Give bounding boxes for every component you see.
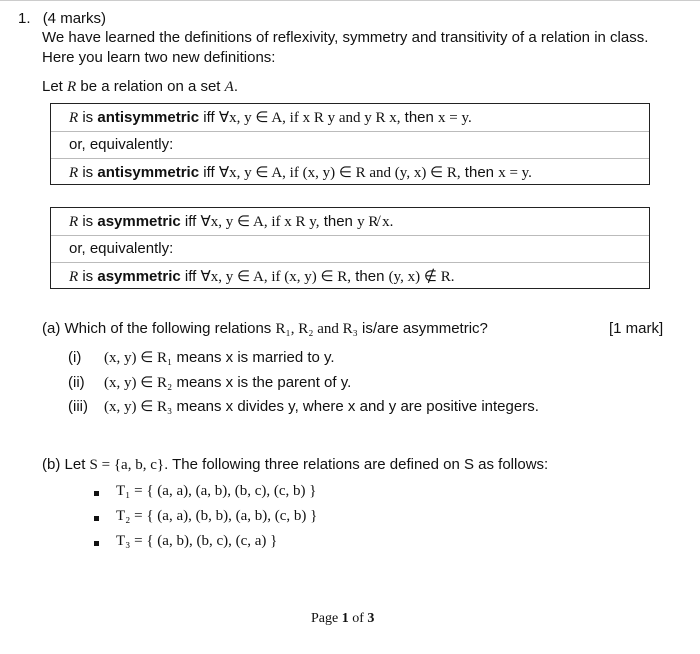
part-b-question: (b) Let S = {a, b, c}. The following three relations are defined on S as follows: — [42, 456, 549, 473]
page-footer: Page 1 of 3 — [311, 611, 375, 626]
antisymmetric-def-1: R is antisymmetric iff ∀x, y ∈ A, if x R y and y R x, then x = y. — [69, 109, 472, 126]
asymmetric-def-2: R is asymmetric iff ∀x, y ∈ A, if (x, y) ∈ R, then (y, x) ∉ R. — [51, 262, 649, 286]
antisymmetric-definition-box — [50, 103, 650, 185]
part-a-item-1: (i) (x, y) ∈ R₁ means x is married to y. — [68, 349, 335, 366]
asymmetric-equivalently: or, equivalently: — [51, 235, 649, 257]
relation-t3: T₃ = { (a, b), (b, c), (c, a) } — [116, 533, 278, 549]
bullet-icon — [94, 491, 99, 496]
intro-line-1: We have learned the definitions of reflexivity, symmetry and transitivity of a relation in class. — [42, 29, 649, 46]
question-header: 1. (4 marks) — [18, 10, 107, 27]
part-a-item-2: (ii) (x, y) ∈ R₂ means x is the parent of y. — [68, 374, 352, 391]
bullet-icon — [94, 541, 99, 546]
bullet-icon — [94, 516, 99, 521]
asymmetric-definition-box — [50, 207, 650, 289]
relation-t2: T₂ = { (a, a), (b, b), (a, b), (c, b) } — [116, 508, 318, 524]
part-a-item-3: (iii) (x, y) ∈ R₃ means x divides y, where x and y are positive integers. — [68, 398, 539, 415]
relation-t1: T₁ = { (a, a), (a, b), (b, c), (c, b) } — [116, 483, 317, 499]
part-a-marks: [1 mark] — [609, 320, 664, 337]
antisymmetric-equivalently: or, equivalently: — [51, 131, 649, 153]
intro-line-2: Here you learn two new definitions: — [42, 49, 276, 66]
let-statement: Let R be a relation on a set A. — [42, 78, 238, 95]
asymmetric-def-1: R is asymmetric iff ∀x, y ∈ A, if x R y, then y R̸ x. — [69, 213, 394, 230]
antisymmetric-def-2: R is antisymmetric iff ∀x, y ∈ A, if (x, y) ∈ R and (y, x) ∈ R, then x = y. — [51, 158, 649, 182]
part-a-question: (a) Which of the following relations R₁, R₂ and R₃ is/are asymmetric? — [42, 320, 488, 337]
